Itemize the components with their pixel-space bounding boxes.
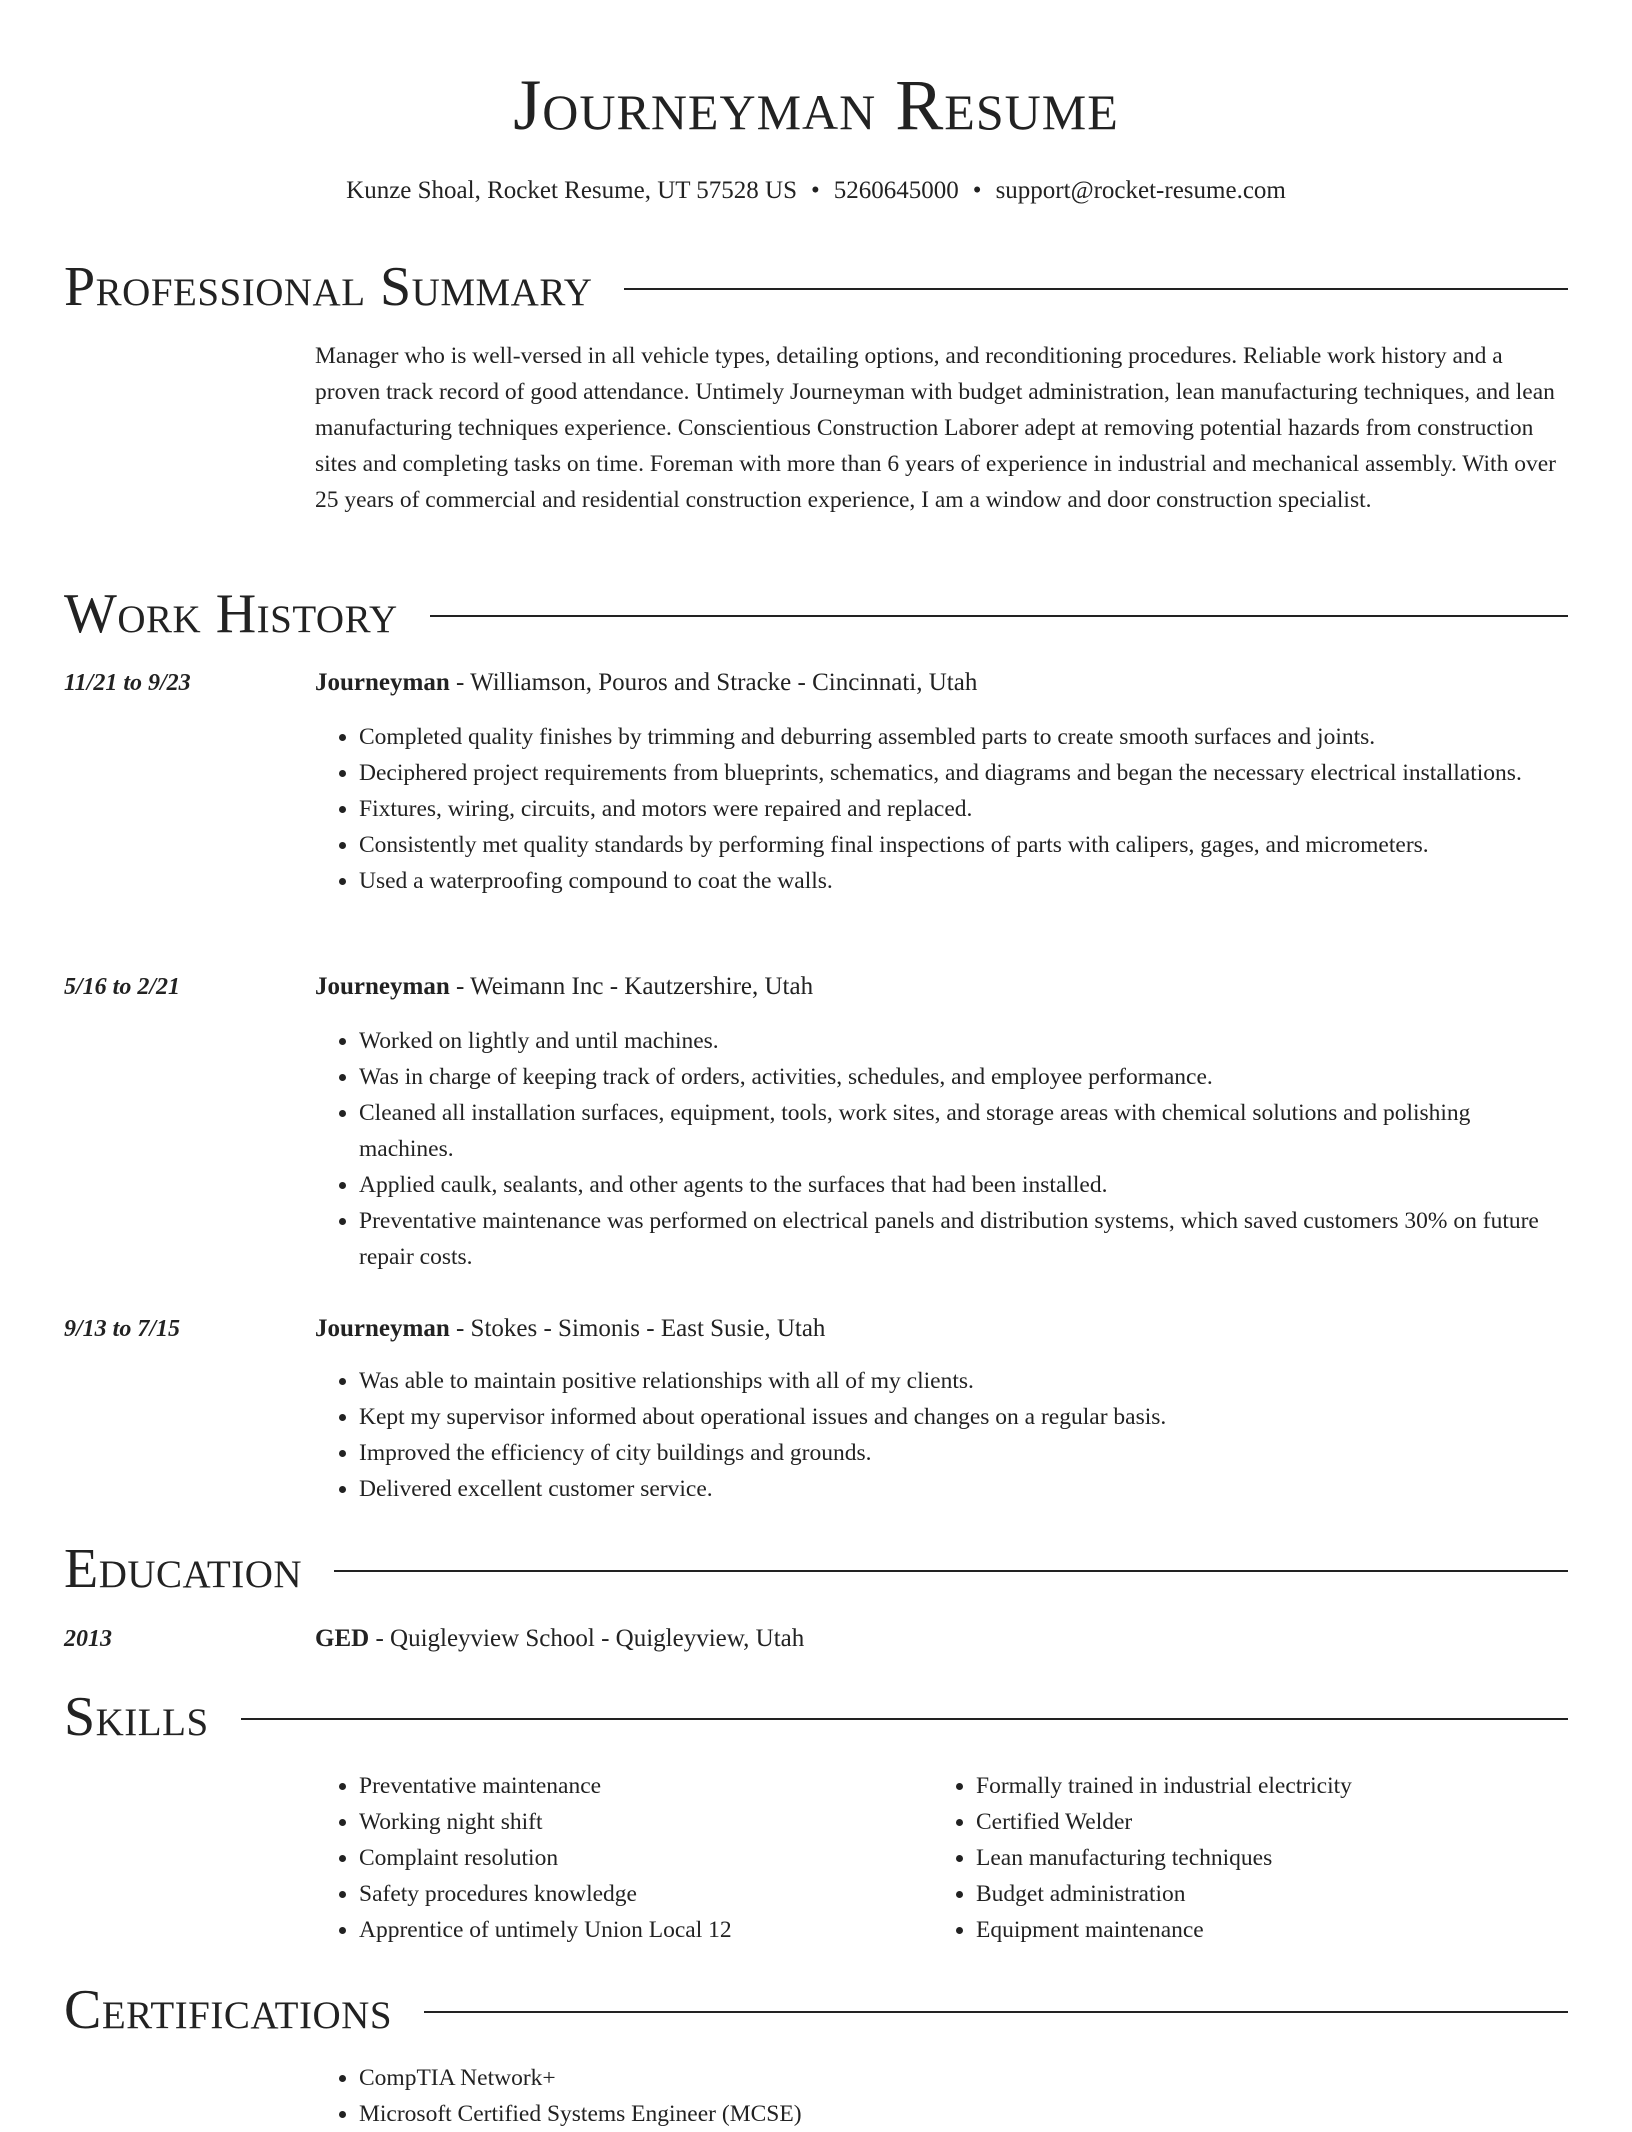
section-title-certifications: Certifications (64, 1979, 393, 2041)
section-header-skills (64, 1682, 1568, 1752)
section-divider (424, 2011, 1568, 2013)
skills-column-right (932, 1768, 1352, 1948)
job-bullet: • Improved the efficiency of city buildings and grounds. (359, 1435, 1568, 1471)
job-dates: 5/16 to 2/21 (64, 974, 181, 1000)
certification-item: • Microsoft Certified Systems Engineer (MCSE) (359, 2096, 802, 2132)
skill-item: • Lean manufacturing techniques (976, 1840, 1352, 1876)
education-line (315, 1621, 804, 1657)
certifications-list (315, 2060, 802, 2132)
section-header-education (64, 1534, 1568, 1604)
section-header-summary (64, 252, 1568, 322)
summary-paragraph: Manager who is well-versed in all vehicle types, detailing options, and reconditioning procedures. Reliable work history and a proven track record of good attendance. Untimely Journeyman with budget administration, lean manufacturing techniques, and lean manufacturing techniques experience. Conscientious Construction Laborer adept at removing potential hazards from construction sites and completing tasks on time. Foreman with more than 6 years of experience in industrial and mechanical assembly. With over 25 years of commercial and residential construction experience, I am a window and door construction specialist. (315, 343, 1556, 513)
section-divider (241, 1718, 1568, 1720)
job-bullets (315, 1363, 1568, 1507)
job-employer: - Williamson, Pouros and Stracke - Cincinnati, Utah (449, 669, 978, 696)
section-title-skills: Skills (64, 1686, 209, 1748)
job-title-line (315, 1311, 825, 1347)
section-divider (430, 615, 1568, 617)
job-title: Journeyman (315, 973, 450, 1000)
section-title-work: Work History (64, 583, 398, 645)
job-title: Journeyman (315, 1315, 450, 1342)
skill-item: • Apprentice of untimely Union Local 12 (359, 1912, 732, 1948)
certification-item: • CompTIA Network+ (359, 2060, 802, 2096)
contact-email[interactable]: support@rocket-resume.com (995, 177, 1286, 204)
contact-address: Kunze Shoal, Rocket Resume, UT 57528 US (346, 177, 798, 204)
job-employer: - Weimann Inc - Kautzershire, Utah (449, 973, 814, 1000)
job-bullets (315, 1023, 1568, 1275)
job-title-line (315, 969, 813, 1005)
job-bullet: • Applied caulk, sealants, and other agents to the surfaces that had been installed. (359, 1167, 1568, 1203)
section-header-work (64, 579, 1568, 649)
certifications-items (315, 2060, 802, 2132)
skill-item: • Certified Welder (976, 1804, 1352, 1840)
skill-item: • Complaint resolution (359, 1840, 732, 1876)
job-bullet: • Fixtures, wiring, circuits, and motors were repaired and replaced. (359, 791, 1568, 827)
job-dates: 9/13 to 7/15 (64, 1316, 181, 1342)
education-school: - Quigleyview School - Quigleyview, Utah (369, 1625, 805, 1652)
skills-column-left (315, 1768, 732, 1948)
job-bullet: • Completed quality finishes by trimming and deburring assembled parts to create smooth surfaces and joints. (359, 719, 1568, 755)
job-bullet: • Kept my supervisor informed about operational issues and changes on a regular basis. (359, 1399, 1568, 1435)
education-degree: GED (315, 1625, 370, 1652)
job-bullet: • Worked on lightly and until machines. (359, 1023, 1568, 1059)
job-dates: 11/21 to 9/23 (64, 670, 191, 696)
section-divider (334, 1570, 1568, 1572)
contact-separator: • (811, 177, 820, 204)
job-bullet: • Was able to maintain positive relationships with all of my clients. (359, 1363, 1568, 1399)
skill-item: • Equipment maintenance (976, 1912, 1352, 1948)
education-year: 2013 (64, 1626, 112, 1652)
skill-item: • Working night shift (359, 1804, 732, 1840)
skill-item: • Formally trained in industrial electricity (976, 1768, 1352, 1804)
section-title-summary: Professional Summary (64, 256, 593, 318)
skill-item: • Preventative maintenance (359, 1768, 732, 1804)
job-bullet: • Used a waterproofing compound to coat the walls. (359, 863, 1568, 899)
job-title-line (315, 665, 977, 701)
job-bullet: • Cleaned all installation surfaces, equipment, tools, work sites, and storage areas with chemical solutions and polishing machines. (359, 1095, 1568, 1167)
resume-title: Journeyman Resume (513, 65, 1119, 145)
section-divider (624, 288, 1568, 290)
skill-item: • Budget administration (976, 1876, 1352, 1912)
job-bullet: • Consistently met quality standards by performing final inspections of parts with calipers, gages, and micrometers. (359, 827, 1568, 863)
section-header-certifications (64, 1975, 1568, 2045)
job-bullet: • Delivered excellent customer service. (359, 1471, 1568, 1507)
job-bullet: • Was in charge of keeping track of orders, activities, schedules, and employee performance. (359, 1059, 1568, 1095)
contact-separator: • (972, 177, 982, 204)
contact-phone: 5260645000 (833, 177, 959, 204)
job-bullet: • Preventative maintenance was performed on electrical panels and distribution systems, which saved customers 30% on future repair costs. (359, 1203, 1568, 1275)
section-title-education: Education (64, 1538, 303, 1600)
job-employer: - Stokes - Simonis - East Susie, Utah (449, 1315, 826, 1342)
contact-line (64, 174, 1568, 208)
job-bullets (315, 719, 1568, 899)
job-title: Journeyman (315, 669, 450, 696)
job-bullet: • Deciphered project requirements from blueprints, schematics, and diagrams and began the necessary electrical installations. (359, 755, 1568, 791)
skill-item: • Safety procedures knowledge (359, 1876, 732, 1912)
